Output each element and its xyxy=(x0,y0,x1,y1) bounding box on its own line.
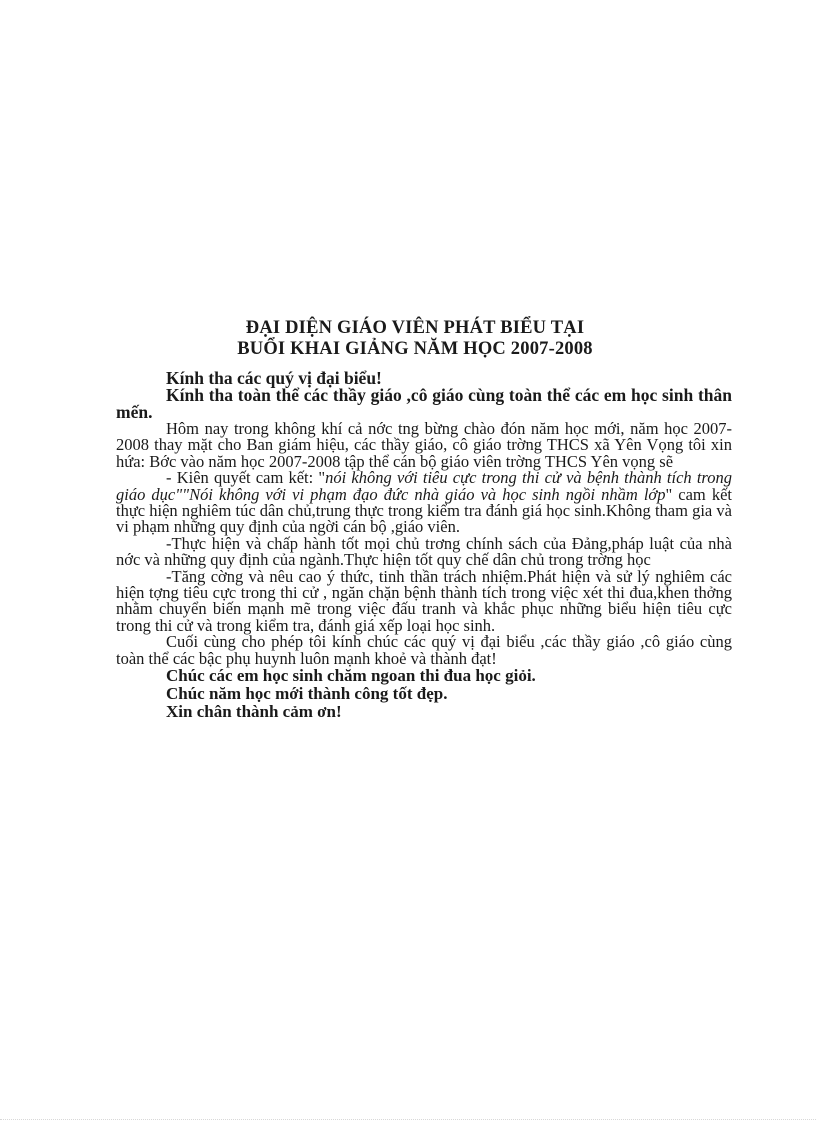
page-bottom-border xyxy=(0,1119,816,1120)
closing-thanks: Xin chân thành cảm ơn! xyxy=(166,702,342,722)
paragraph-compliance: -Thực hiện và chấp hành tốt mọi chủ trơng chính sách của Đảng,pháp luật của nhà nớc và những quy định của ngành.Thực hiện tốt quy chế dân chủ trong trờng học xyxy=(116,533,732,570)
commitment-prefix: - Kiên quyết cam kết: " xyxy=(166,468,326,488)
paragraph-wishes: Cuối cùng cho phép tôi kính chúc các quý vị đại biểu ,các thầy giáo ,cô giáo cùng toàn thể các bậc phụ huynh luôn mạnh khoẻ và thành đạt! xyxy=(116,632,732,668)
paragraph-commitment xyxy=(116,470,732,536)
closing-new-year: Chúc năm học mới thành công tốt đẹp. xyxy=(166,684,448,704)
document-title-line-1: ĐẠI DIỆN GIÁO VIÊN PHÁT BIỂU TẠI xyxy=(245,318,585,338)
commitment-suffix: " cam kết thực hiện nghiêm túc dân chủ,trung thực trong kiểm tra đánh giá học sinh.Không tham gia và vi phạm những quy định của ngời cán bộ ,giáo viên. xyxy=(116,484,733,537)
paragraph-responsibility: -Tăng cờng và nêu cao ý thức, tinh thần trách nhiệm.Phát hiện và sử lý nghiêm các hiện tợng tiêu cực trong thi cử , ngăn chặn bệnh thành tích trong việc xét thi đua,khen thởng nhằm chuyển biến mạnh mẽ trong việc đấu tranh và khắc phục những biểu hiện tiêu cực trong thi cử và trong kiểm tra, đánh giá xếp loại học sinh. xyxy=(116,566,732,635)
paragraph-intro: Hôm nay trong không khí cả nớc tng bừng chào đón năm học mới, năm học 2007-2008 thay mặt cho Ban giám hiệu, các thầy giáo, cô giáo trờng THCS xã Yên Vọng tôi xin hứa: Bớc vào năm học 2007-2008 tập thể cán bộ giáo viên trờng THCS Yên vọng sẽ xyxy=(116,419,732,471)
greeting-guests: Kính tha các quý vị đại biểu! xyxy=(166,368,382,388)
commitment-slogan: nói không với tiêu cực trong thi cử và bệnh thành tích trong giáo dục""Nói không với vi phạm đạo đức nhà giáo và học sinh ngồi nhầm lớp xyxy=(116,468,732,504)
greeting-teachers-students: Kính tha toàn thể các thầy giáo ,cô giáo cùng toàn thể các em học sinh thân mến. xyxy=(116,385,732,422)
speech-body xyxy=(116,370,732,721)
closing-students: Chúc các em học sinh chăm ngoan thi đua học giỏi. xyxy=(166,666,536,686)
document-title-line-2: BUỔI KHAI GIẢNG NĂM HỌC 2007-2008 xyxy=(237,339,593,359)
